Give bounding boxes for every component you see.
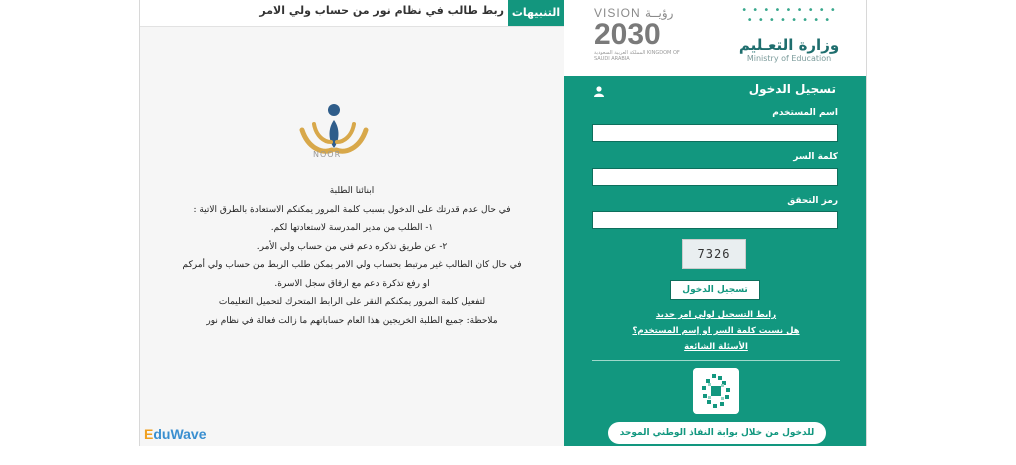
username-input[interactable] <box>592 124 838 142</box>
login-title: تسجيل الدخول <box>748 82 836 96</box>
message-line: ١- الطلب من مدير المدرسة لاستعادتها لكم. <box>270 223 434 233</box>
noor-wordmark: NOOR <box>313 150 342 159</box>
password-input[interactable] <box>592 168 838 186</box>
vision-2030-logo <box>594 6 684 66</box>
notice-tab[interactable]: التنبيهات <box>508 0 564 26</box>
eduwave-logo <box>144 426 207 442</box>
logos-header <box>564 0 867 80</box>
eduwave-logo-e: E <box>144 426 154 442</box>
username-label: اسم المستخدم <box>772 108 838 118</box>
message-line: ملاحظة: جميع الطلبة الخريجين هذا العام حساباتهم ما زالت فعالة في نظام نور <box>206 315 498 326</box>
captcha-input[interactable] <box>592 211 838 229</box>
login-form <box>564 76 867 446</box>
login-button[interactable]: تسجيل الدخول <box>670 280 760 300</box>
register-parent-link[interactable]: رابط التسجيل لولي امر جديد <box>655 310 777 320</box>
captcha-image: 7326 <box>682 239 746 269</box>
vision-label: VISION رؤيــة <box>594 6 674 20</box>
message-line: او رفع تذكرة دعم مع ارفاق سجل الاسرة. <box>274 278 430 289</box>
vision-year: 2030 <box>594 18 661 51</box>
ministry-dots-icon: • • • • • • • • • • • • • • • • • <box>741 5 837 26</box>
students-message <box>160 182 544 330</box>
captcha-label: رمز التحقق <box>787 196 838 206</box>
ministry-name-en: Ministry of Education <box>746 54 832 63</box>
ministry-name-ar: وزارة التعـليم <box>738 36 840 54</box>
message-line: ابنائنا الطلبة <box>329 186 375 196</box>
password-label: كلمة السر <box>793 152 838 162</box>
message-line: في حال عدم قدرتك على الدخول بسبب كلمة المرور يمكنكم الاستعادة بالطرق الاتية : <box>193 204 511 215</box>
nafath-logo-icon <box>693 368 739 414</box>
divider <box>592 360 840 361</box>
message-line: ٢- عن طريق تذكره دعم فني من حساب ولي الأمر. <box>256 241 448 252</box>
vision-subtitle: المملكة العربية السعودية KINGDOM OF SAUDI ARABIA <box>594 50 680 62</box>
ministry-logo <box>734 6 844 72</box>
announcement-panel <box>140 0 564 446</box>
message-line[interactable]: لتفعيل كلمة المرور يمكنكم النقر على الرابط المتحرك لتحميل التعليمات <box>218 297 486 307</box>
user-icon <box>594 86 604 97</box>
eduwave-logo-rest: duWave <box>153 426 207 442</box>
login-panel <box>564 0 867 446</box>
nafath-login-button[interactable]: للدخول من خلال بوابة النفاذ الوطني الموحد <box>608 422 826 444</box>
forgot-password-link[interactable]: هل نسيت كلمة السر او إسم المستخدم؟ <box>632 326 800 336</box>
faq-link[interactable]: الأسئلة الشائعة <box>684 342 748 352</box>
message-line: في حال كان الطالب غير مرتبط بحساب ولي الامر يمكن طلب الربط من حساب ولي أمركم <box>182 260 522 270</box>
page-frame <box>139 0 867 446</box>
notice-bar <box>140 0 564 27</box>
notice-ticker[interactable]: ربط طالب في نظام نور من حساب ولي الامر <box>259 4 504 17</box>
